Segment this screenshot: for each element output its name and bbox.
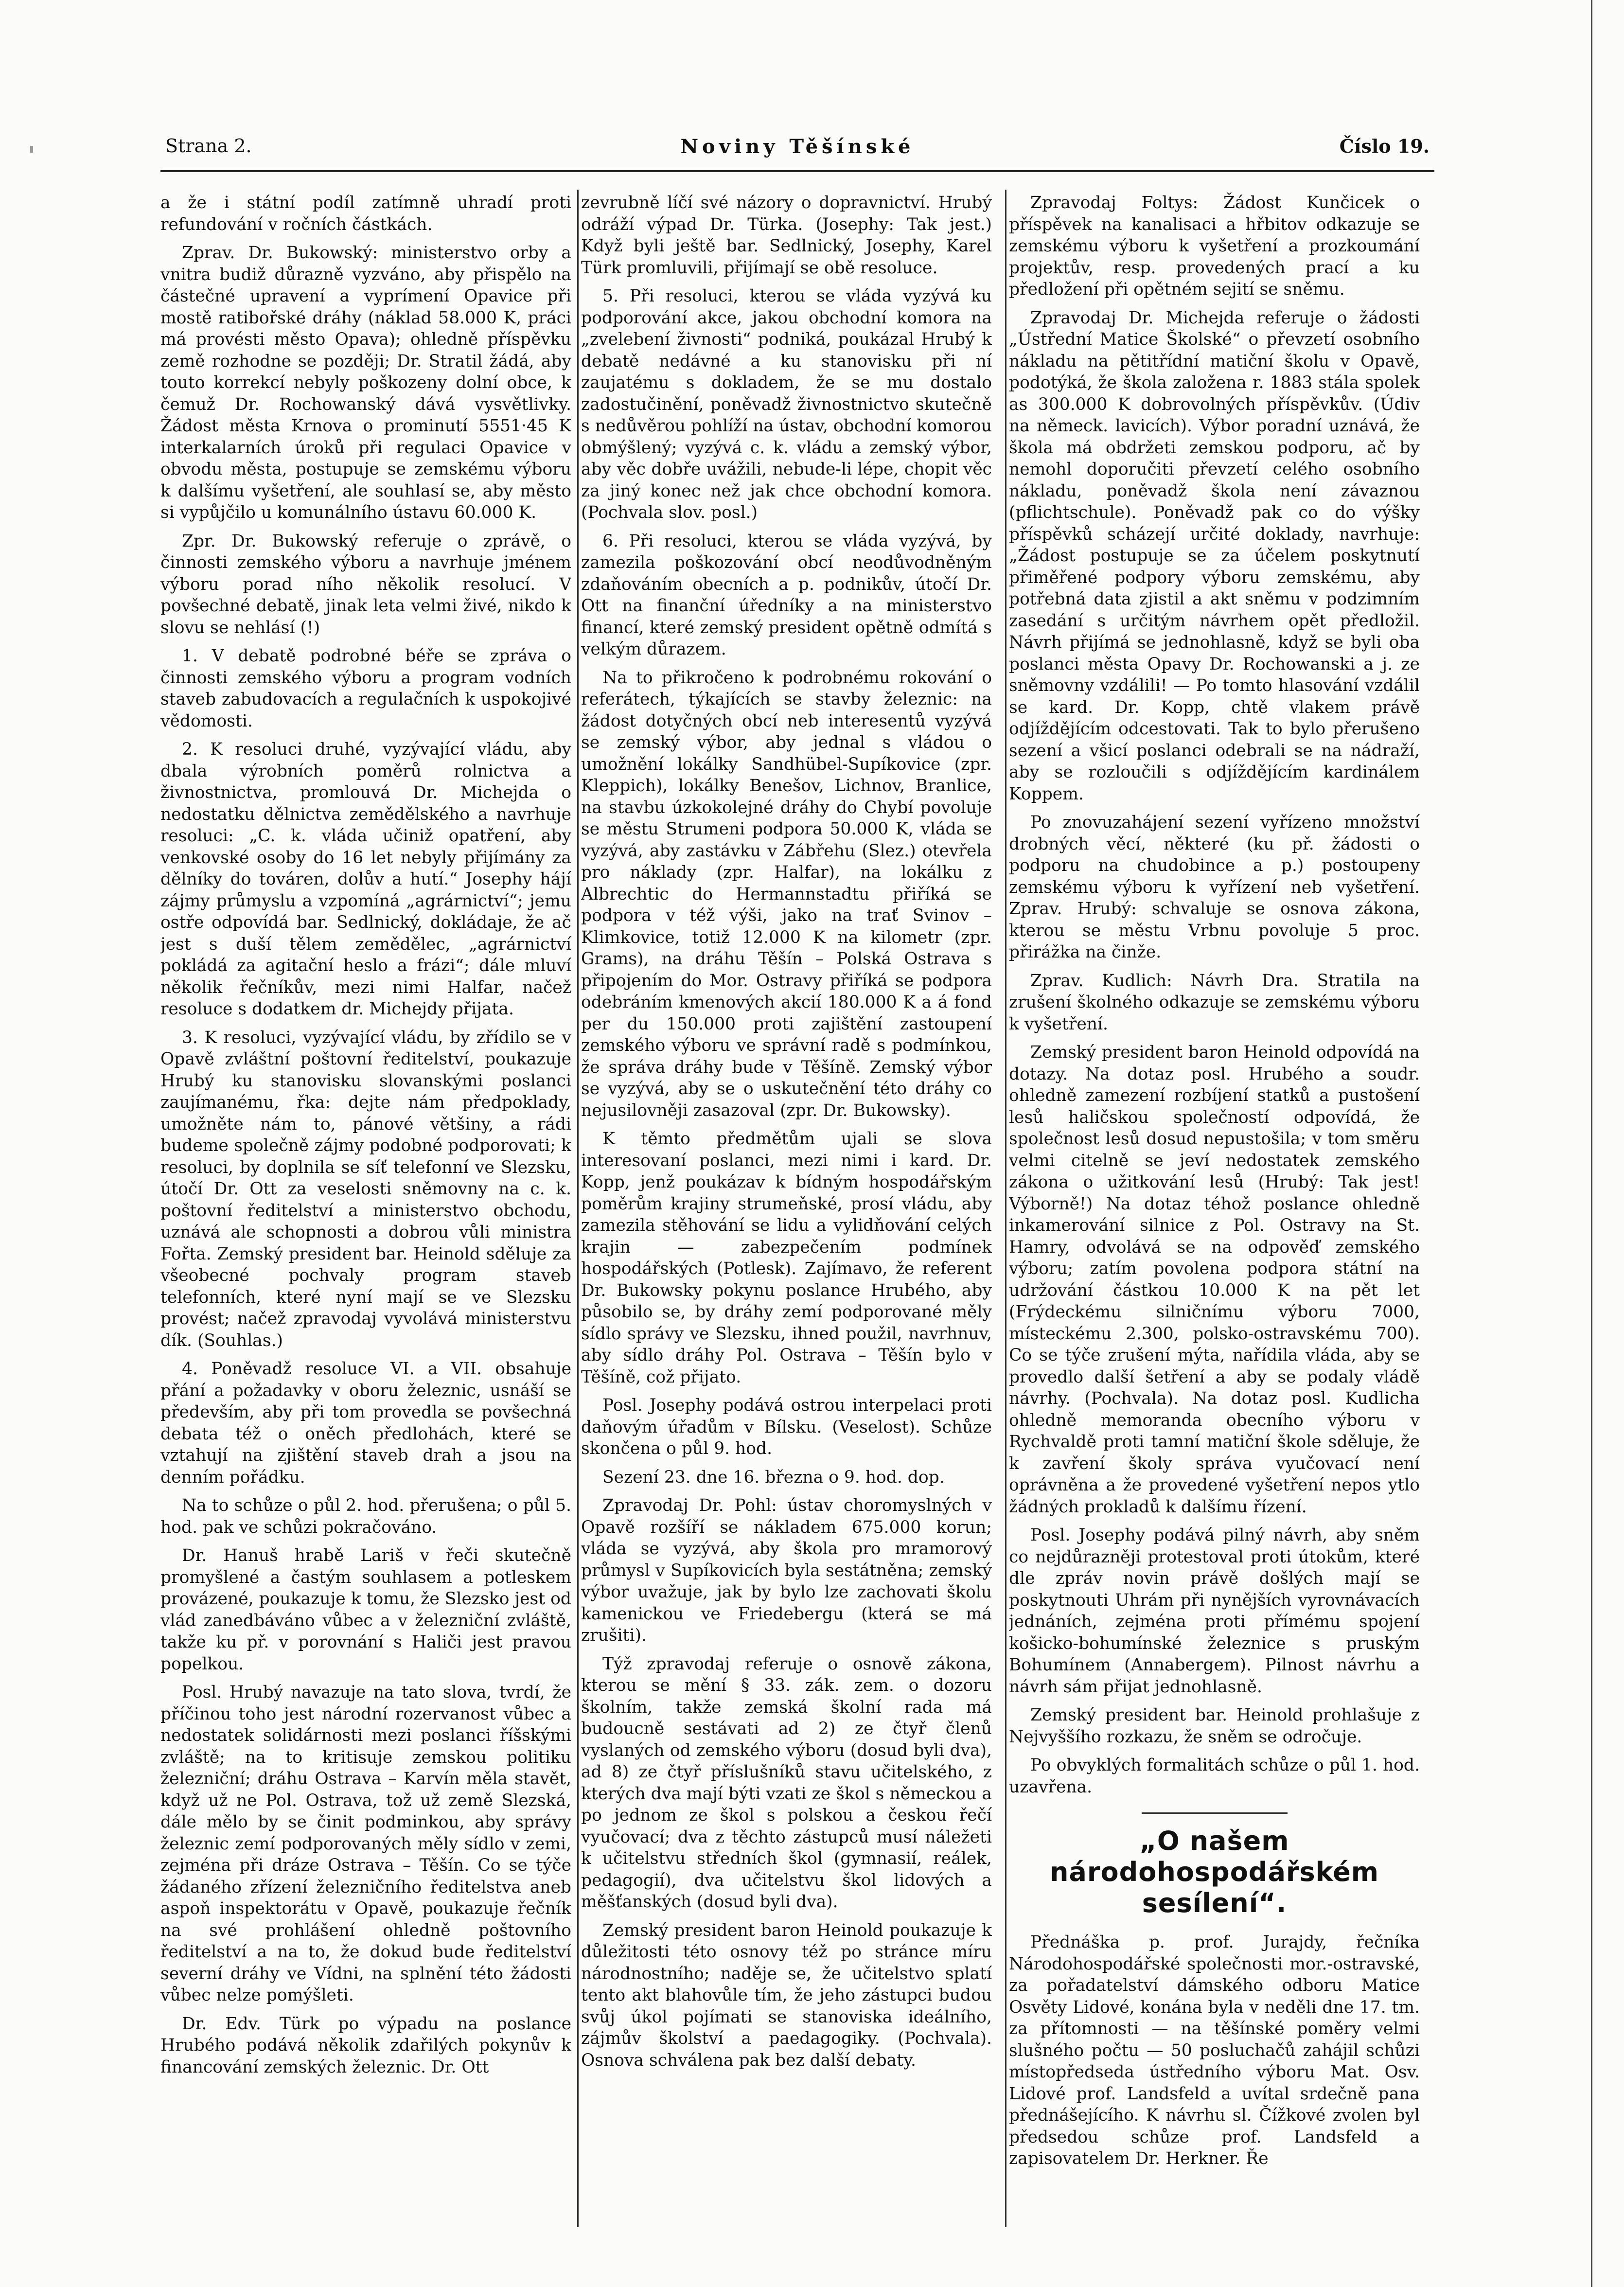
paragraph: Zprav. Dr. Bukowský: ministerstvo orby a vnitra budiž důrazně vyzváno, aby přispělo na částečné upravení a vyprímení Opavice při mostě ratibořské dráhy (náklad 58.000 K, práci má provésti město Opava); ohledně příspěvku země rozhodne se později; Dr. Stratil žádá, aby touto korrekcí nebyly poškozeny dolní obce, k čemuž Dr. Rochowanský dává vysvětlivky. Žádost města Krnova o prominutí 5551·45 K interkalarních úroků při regulaci Opavice v obvodu města, postupuje se zemskému výboru k dalšímu vyšetření, ale souhlasí se, aby město si vypůjčilo u komunálního ústavu 60.000 K. — [160, 243, 571, 522]
paragraph: Zemský president bar. Heinold prohlašuje z Nejvyššího rozkazu, že sněm se odročuje. — [1009, 1705, 1420, 1747]
newspaper-title: Noviny Těšínské — [680, 135, 915, 158]
paragraph: Zemský president baron Heinold odpovídá na dotazy. Na dotaz posl. Hrubého a soudr. ohledně zamezení rozbíjení statků a pustošení lesů haličskou společností odpovídá, že společnost lesů dosud nepustošila; v tom směru velmi citelně se jeví nedostatek zemského zákona o užitkování lesů (Hrubý: Tak jest! Výborně!) Na dotaz téhož poslance ohledně inkamerování silnice z Pol. Ostravy na St. Hamry, odvolává se na odpověď zemského výboru; zatím povolena podpora státní na udržování částkou 10.000 K na pět let (Frýdeckému silničnímu výboru 7000, místeckému 2.300, polsko-ostravskému 700). Co se týče zrušení mýta, nařídila vláda, aby se provedlo další šetření a aby se podaly vládě návrhy. (Pochvala). Na dotaz posl. Kudlicha ohledně memoranda obecního výboru v Rychvaldě proti tamní matiční škole sděluje, že k zavření školy správa vyučovací není oprávněna a že provedené vyšetření nepos ytlo žádných prokladů k dalšímu řízení. — [1009, 1043, 1420, 1517]
issue-number: Číslo 19. — [1339, 135, 1430, 157]
paragraph: 6. Při resoluci, kterou se vláda vyzývá, by zamezila poškozování obcí neodůvodněným zdaňováním obecních a p. podnikův, útočí Dr. Ott na finanční úředníky a na ministerstvo financí, které zemský president opětně odmítá s velkým důrazem. — [581, 531, 992, 659]
column-2 — [581, 192, 992, 2225]
paragraph: Týž zpravodaj referuje o osnově zákona, kterou se mění § 33. zák. zem. o dozoru školním, takže zemská školní rada má budoucně sestávati ad 2) ze čtyř členů vyslaných od zemského výboru (dosud byli dva), ad 8) ze čtyř příslušníků stavu učitelského, z kterých dva mají býti vzati ze škol s německou a po jednom ze škol s polskou a českou řečí vyučovací; dva z těchto zástupců musí náležeti k učitelstvu středních škol (gymnasií, reálek, pedagogií), dva učitelstvu škol lidových a měšťanských (dosud byli dva). — [581, 1654, 992, 1912]
paragraph: zevrubně líčí své názory o dopravnictví. Hrubý odráží výpad Dr. Türka. (Josephy: Tak jest.) Když byli ještě bar. Sedlnický, Josephy, Karel Türk promluvili, přijímají se obě resoluce. — [581, 193, 992, 278]
paragraph: 2. K resoluci druhé, vyzývající vládu, aby dbala výrobních poměrů rolnictva a živnostnictva, promlouvá Dr. Michejda o nedostatku dělnictva zemědělského a navrhuje resoluci: „C. k. vláda učiniž opatření, aby venkovské osoby do 16 let nebyly přijímány za dělníky do továren, dolův a hutí.“ Josephy hájí zájmy průmyslu a vzpomíná „agrárnictví“; jemu ostře odpovídá bar. Sedlnický, dokládaje, že ač jest s duší tělem zemědělec, „agrárnictví pokládá za agitační heslo a frázi“; dále mluví několik řečníkův, mezi nimi Halfar, načež resoluce s dodatkem dr. Michejdy přijata. — [160, 740, 571, 1019]
column-3 — [1009, 192, 1420, 2225]
paragraph: Zprav. Kudlich: Návrh Dra. Stratila na zrušení školného odkazuje se zemskému výboru k vyšetření. — [1009, 971, 1420, 1034]
column-divider — [577, 190, 579, 2227]
paragraph: Posl. Hrubý navazuje na tato slova, tvrdí, že příčinou toho jest národní rozervanost vůbec a nedostatek solidárnosti mezi poslanci říšskými zvláště; na to kritisuje zemskou politiku železniční; dráhu Ostrava – Karvín měla stavět, když už ne Pol. Ostrava, tož už země Slezská, dále mělo by se činit podminkou, aby správy železnic zemí podporovaných měly sídlo v zemi, zejména při dráze Ostrava – Těšín. Co se týče žádaného zřízení železničního ředitelstva aneb aspoň inspektorátu v Opavě, poukazuje řečník na své prohlášení ohledně poštovního ředitelství a na to, že dokud bude ředitelství severní dráhy ve Vídni, na splnění této žádosti vůbec nelze pomýšleti. — [160, 1683, 571, 2005]
paragraph: Posl. Josephy podává pilný návrh, aby sněm co nejdůrazněji protestoval proti útokům, které dle zpráv novin právě došlých mají se poskytnouti Uhrám při nynějších vyrovnávacích jednáních, zejména proti přímému spojení košicko-bohumínské železnice s pruským Bohumínem (Annabergem). Pilnost návrhu a návrh sám přijat jednohlasně. — [1009, 1525, 1420, 1697]
margin-speck — [30, 146, 33, 153]
page-number: Strana 2. — [165, 135, 252, 157]
paragraph: Zemský president baron Heinold poukazuje k důležitosti této osnovy též po stránce míru národnostního; naděje se, že učitelstvo splatí tento akt blahovůle tím, že jeho zástupci budou svůj úkol pojímati se stanoviska ideálního, zájmův školství a paedagogiky. (Pochvala). Osnova schválena pak bez další debaty. — [581, 1920, 992, 2070]
paragraph: Dr. Hanuš hrabě Lariš v řeči skutečně promyšlené a častým souhlasem a potleskem provázené, poukazuje k tomu, že Slezsko jest od vlád zanedbáváno vůbec a v železniční zvláště, takže ku př. v porovnání s Haliči jest pravou popelkou. — [160, 1546, 571, 1674]
paragraph: Na to přikročeno k podrobnému rokování o referátech, týkajících se stavby železnic: na žádost dotyčných obcí neb interesentů vyzývá se zemský výbor, aby jednal s vládou o umožnění lokálky Sandhübel-Supíkovice (zpr. Kleppich), lokálky Benešov, Lichnov, Branlice, na stavbu úzkokolejné dráhy do Chybí povoluje se městu Strumeni podpora 50.000 K, vláda se vyzývá, aby zastávku v Zábřehu (Slez.) otevřela pro náklady (zpr. Halfar), na lokálku z Albrechtic do Hermannstadtu přiříká se podpora v též výši, jako na trať Svinov – Klimkovice, totiž 12.000 K na kilometr (zpr. Grams), na dráhu Těšín – Polská Ostrava s připojením do Mor. Ostravy přiříká se podpora odebráním kmenových akcií 180.000 K a á fond per du 150.000 proti zajištění zastoupení zemského výboru ve správní radě s podmínkou, že správa dráhy bude v Těšíně. Zemský výbor se vyzývá, aby se o uskutečnění této dráhy co nejusilovněji zasazoval (zpr. Dr. Bukowsky). — [581, 668, 992, 1120]
paragraph: 1. V debatě podrobné béře se zpráva o činnosti zemského výboru a program vodních staveb zabudovacích a regulačních k uspokojivé vědomosti. — [160, 646, 571, 731]
column-divider — [1005, 190, 1006, 2227]
paragraph: K těmto předmětům ujali se slova interesovaní poslanci, mezi nimi i kard. Dr. Kopp, jenž poukázav k bídným hospodářským poměrům krajiny strumeňské, prosí vládu, aby zamezila stěhování se lidu a vylidňování celých krajin — zabezpečením podmínek hospodářských (Potlesk). Zajímavo, že referent Dr. Bukowsky pokynu poslance Hrubého, aby působilo se, by dráhy zemí podporované měly sídlo správy ve Slezsku, ihned použil, navrhnuv, aby sídlo dráhy Pol. Ostrava – Těšín bylo v Těšíně, což přijato. — [581, 1129, 992, 1387]
paragraph: 3. K resoluci, vyzývající vládu, by zřídilo se v Opavě zvláštní poštovní ředitelství, poukazuje Hrubý ku stanovisku slovanskými poslanci zaujímanému, řka: dejte nám předpoklady, umožněte nám to, pánové většiny, a rádi budeme společně zájmy podobné podporovati; k resoluci, by doplnila se síť telefonní ve Slezsku, útočí Dr. Ott za veselosti sněmovny na c. k. poštovní ředitelství a ministerstvo obchodu, uznává ale schopnosti a dobrou vůli ministra Fořta. Zemský president bar. Heinold sděluje za všeobecné pochvaly program staveb telefonních, které nyní mají se ve Slezsku provést; načež zpravodaj vyvolává ministerstvu dík. (Souhlas.) — [160, 1028, 571, 1350]
article-title: „O našem národohospodářském sesílení“. — [1049, 1826, 1379, 1918]
paragraph: Zpravodaj Foltys: Žádost Kunčicek o příspěvek na kanalisaci a hřbitov odkazuje se zemskému výboru k vyšetření a prozkoumání projektův, resp. provedených prací a ku předložení při opětném sejití se sněmu. — [1009, 193, 1420, 299]
paragraph: Dr. Edv. Türk po výpadu na poslance Hrubého podává několik zdařilých pokynův k financování zemských železnic. Dr. Ott — [160, 2014, 571, 2077]
paragraph: a že i státní podíl zatímně uhradí proti refundování v ročních částkách. — [160, 193, 571, 234]
page-header — [165, 135, 1430, 169]
paragraph: Po znovuzahájení sezení vyřízeno množství drobných věcí, některé (ku př. žádosti o podporu na chudobince a p.) postoupeny zemskému výboru k vyřízení neb vyšetření. Zprav. Hrubý: schvaluje se osnova zákona, kterou se městu Vrbnu povoluje 5 proc. přirážka na činže. — [1009, 813, 1420, 962]
paragraph: 4. Poněvadž resoluce VI. a VII. obsahuje přání a požadavky v oboru železnic, usnáší se především, aby při tom provedla se povšechná debata též o oněch předlohách, které se vztahují na zjištění staveb drah a jsou na denním pořádku. — [160, 1359, 571, 1487]
session-heading: Sezení 23. dne 16. března o 9. hod. dop. — [602, 1467, 945, 1487]
paragraph: Zpravodaj Dr. Michejda referuje o žádosti „Ústřední Matice Školské“ o převzetí osobního nákladu na pětitřídní matiční školu v Opavě, podotýká, že škola založena r. 1883 stála spolek as 300.000 K dobrovolných příspěvkův. (Údiv na německ. lavicích). Výbor poradní uznává, že škola má obdržeti zemskou podporu, ač by nemohl doporučiti převzetí celého osobního nákladu, poněvadž škola není závaznou (pflichtschule). Poněvadž pak co do výšky příspěvků scházejí určité doklady, navrhuje: „Žádost postupuje se za účelem poskytnutí přiměřené podpory výboru zemskému, aby potřebná data zjistil a akt sněmu v podzimním zasedání s určitým návrhem opět předložil. Návrh přijímá se jednohlasně, když se byli oba poslanci města Opavy Dr. Rochowanski a j. ze sněmovny vzdálili! — Po tomto hlasování vzdálil se kard. Dr. Kopp, chtě vlakem právě odjíždějícím odcestovati. Tak to bylo přerušeno sezení a všicí poslanci odebrali se na nádraží, aby se rozloučili s odjíždějícím kardinálem Koppem. — [1009, 308, 1420, 804]
paragraph: Přednáška p. prof. Jurajdy, řečníka Národohospodářské společnosti mor.-ostravské, za pořadatelství dámského odboru Matice Osvěty Lidové, konána byla v neděli dne 17. tm. za přítomnosti — na těšínské poměry velmi slušného počtu — 50 posluchačů zahájil schůzi místopředseda ústředního výboru Mat. Osv. Lidové prof. Landsfeld a uvítal srdečně pana přednášejícího. K návrhu sl. Čížkové zvolen byl předsedou schůze prof. Landsfeld a zapisovatelem Dr. Herkner. Ře — [1009, 1932, 1420, 2168]
paragraph: Zpr. Dr. Bukowský referuje o zprávě, o činnosti zemského výboru a navrhuje jménem výboru porad ního několik resolucí. V povšechné debatě, jinak leta velmi živé, nikdo k slovu se nehlásí (!) — [160, 531, 571, 638]
paragraph: Po obvyklých formalitách schůze o půl 1. hod. uzavřena. — [1009, 1755, 1420, 1797]
paragraph: Posl. Josephy podává ostrou interpelaci proti daňovým úřadům v Bílsku. (Veselost). Schůze skončena o půl 9. hod. — [581, 1396, 992, 1458]
header-rule — [160, 170, 1434, 172]
paragraph: Zpravodaj Dr. Pohl: ústav choromyslných v Opavě rozšíří se nákladem 675.000 korun; vláda se vyzývá, aby škola pro mramorový průmysl v Supíkovicích byla sestátněna; zemský výbor uvažuje, jak by bylo lze zachovati školu kamenickou ve Friedebergu (která se má zrušiti). — [581, 1496, 992, 1645]
paragraph: Na to schůze o půl 2. hod. přerušena; o půl 5. hod. pak ve schůzi pokračováno. — [160, 1496, 571, 1537]
paragraph: 5. Při resoluci, kterou se vláda vyzývá ku podporování akce, jakou obchodní komora na „zvelebení živnosti“ podniká, poukázal Hrubý k debatě nedávné a ku stanovisku při ní zaujatému s dokladem, že se mu dostalo zadostučinění, poněvadž živnostnictvo skutečně s nedůvěrou pohlíží na ústav, obchodní komorou obmýšlený; vyzývá c. k. vládu a zemský výbor, aby věc dobře uvážili, nebude-li lépe, chopit věc za jiný konec než jak chce obchodní komora. (Pochvala slov. posl.) — [581, 286, 992, 522]
page-edge — [1591, 0, 1592, 2287]
article-separator — [1142, 1812, 1288, 1814]
column-1 — [160, 192, 571, 2225]
